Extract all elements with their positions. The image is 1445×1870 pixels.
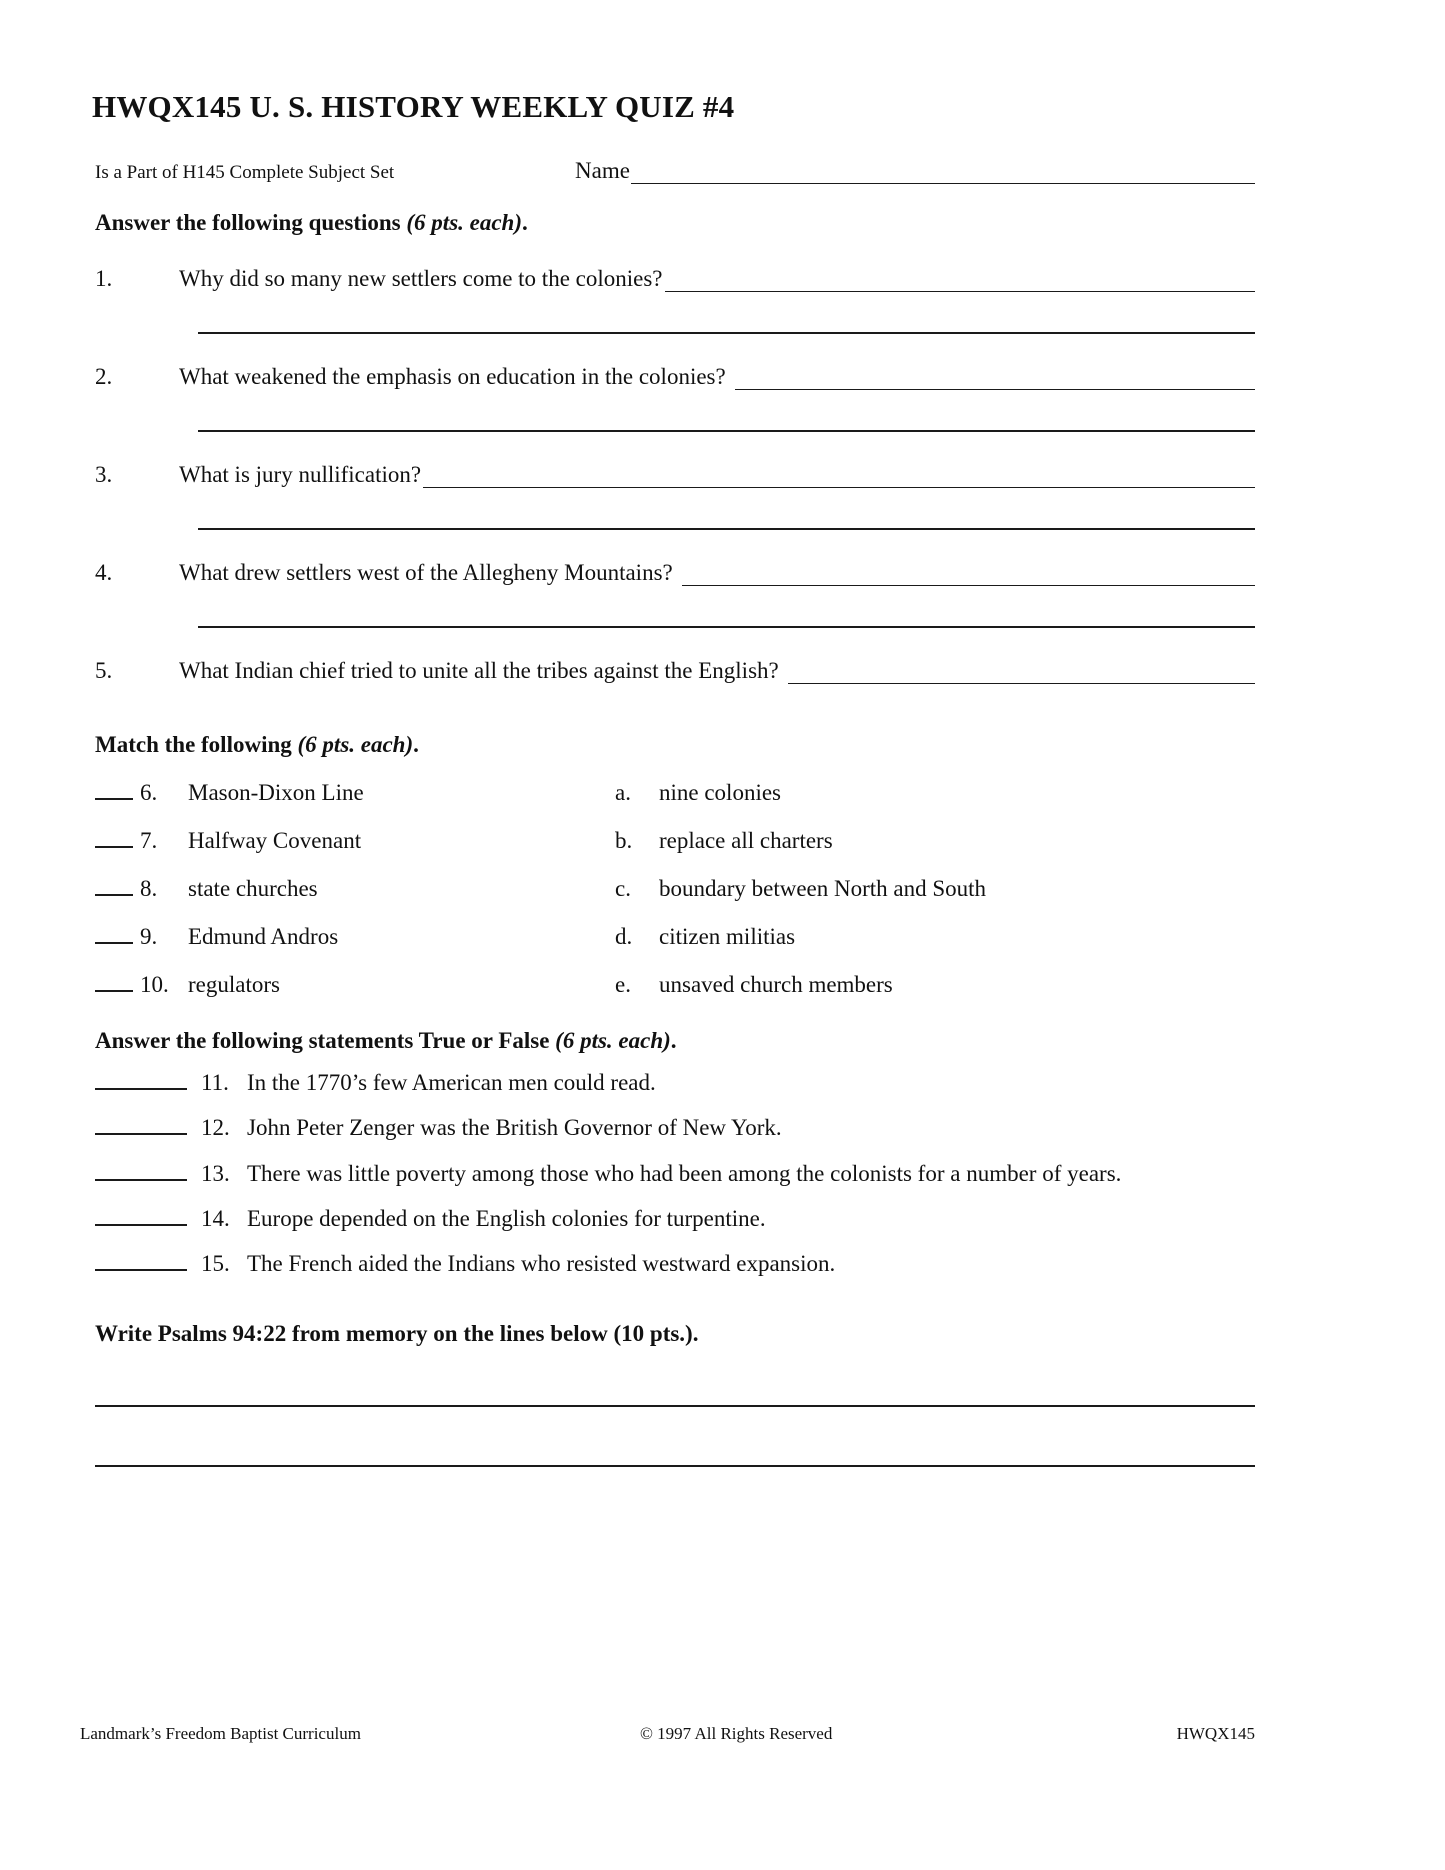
answer-line-full[interactable] <box>198 428 1255 432</box>
option-letter: a. <box>615 780 631 806</box>
statement-number: 15. <box>201 1251 230 1277</box>
match-row <box>95 780 1255 806</box>
section-heading-short-answer <box>95 210 1255 236</box>
answer-line-inline[interactable] <box>423 471 1255 488</box>
answer-line-inline[interactable] <box>665 275 1255 292</box>
true-false-answer-blank[interactable] <box>95 1073 187 1090</box>
section-heading-true-false <box>95 1028 1255 1054</box>
memory-work-line[interactable] <box>95 1463 1255 1467</box>
section-heading-matching-points: (6 pts. each) <box>297 732 414 758</box>
option-letter: d. <box>615 924 633 950</box>
question-number: 4. <box>95 560 113 586</box>
match-term: regulators <box>188 972 280 998</box>
option-letter: b. <box>615 828 633 854</box>
statement-text: Europe depended on the English colonies for turpentine. <box>247 1206 766 1232</box>
match-term: state churches <box>188 876 318 902</box>
option-text: nine colonies <box>659 780 781 806</box>
true-false-row <box>95 1157 1255 1190</box>
true-false-answer-blank[interactable] <box>95 1209 187 1226</box>
subheader-row <box>95 158 1255 184</box>
section-heading-short-answer-period: . <box>522 210 528 236</box>
match-row <box>95 828 1255 854</box>
section-heading-memory-work <box>95 1321 1255 1347</box>
section-heading-short-answer-points: (6 pts. each) <box>406 210 523 236</box>
section-heading-true-false-period: . <box>670 1028 677 1054</box>
answer-line-inline[interactable] <box>788 667 1255 684</box>
match-item <box>95 828 615 854</box>
page-footer <box>80 1724 1255 1744</box>
matching-list <box>95 780 1255 998</box>
section-heading-memory-work-period: . <box>692 1320 699 1346</box>
question-row <box>95 266 1255 292</box>
answer-line-full[interactable] <box>198 624 1255 628</box>
question-number: 5. <box>95 658 113 684</box>
subject-set-note: Is a Part of H145 Complete Subject Set <box>95 162 395 184</box>
section-heading-matching <box>95 732 1255 758</box>
true-false-answer-blank[interactable] <box>95 1164 187 1181</box>
statement-text: The French aided the Indians who resisted westward expansion. <box>247 1251 836 1277</box>
statement-number: 13. <box>201 1160 230 1186</box>
true-false-row <box>95 1066 1255 1099</box>
match-item <box>95 876 615 902</box>
match-row <box>95 924 1255 950</box>
footer-publisher: Landmark’s Freedom Baptist Curriculum <box>80 1724 361 1743</box>
true-false-row <box>95 1202 1255 1235</box>
footer-document-code: HWQX145 <box>1176 1724 1255 1743</box>
question-row <box>95 560 1255 586</box>
match-number: 6. <box>140 780 158 806</box>
statement-text: There was little poverty among those who had been among the colonists for a number of years. <box>247 1160 1122 1186</box>
match-term: Edmund Andros <box>188 924 339 950</box>
option-text: boundary between North and South <box>659 876 987 902</box>
memory-work-line[interactable] <box>95 1403 1255 1407</box>
section-heading-matching-text: Match the following <box>95 732 298 758</box>
match-answer-blank[interactable] <box>95 783 133 800</box>
match-item <box>95 780 615 806</box>
section-heading-memory-work-text: Write Psalms 94:22 from memory on the lines below <box>95 1320 614 1346</box>
option-letter: e. <box>615 972 631 998</box>
match-number: 8. <box>140 876 158 902</box>
match-term: Halfway Covenant <box>188 828 362 854</box>
answer-line-inline[interactable] <box>735 373 1255 390</box>
match-answer-blank[interactable] <box>95 879 133 896</box>
question-text: What Indian chief tried to unite all the tribes against the English? <box>179 658 779 684</box>
answer-line-inline[interactable] <box>682 569 1255 586</box>
match-answer-blank[interactable] <box>95 975 133 992</box>
match-option <box>615 828 1255 854</box>
question-row <box>95 364 1255 390</box>
statement-number: 12. <box>201 1115 230 1141</box>
question-text: What weakened the emphasis on education in the colonies? <box>179 364 726 390</box>
question-row <box>95 462 1255 488</box>
option-text: citizen militias <box>659 924 796 950</box>
option-letter: c. <box>615 876 631 902</box>
question-number: 3. <box>95 462 113 488</box>
question-text: What is jury nullification? <box>179 462 422 488</box>
question-text: What drew settlers west of the Allegheny Mountains? <box>179 560 673 586</box>
true-false-list <box>95 1066 1255 1281</box>
statement-text: John Peter Zenger was the British Governor of New York. <box>247 1115 782 1141</box>
match-option <box>615 972 1255 998</box>
answer-line-full[interactable] <box>198 526 1255 530</box>
answer-line-full[interactable] <box>198 330 1255 334</box>
true-false-row <box>95 1111 1255 1144</box>
match-option <box>615 924 1255 950</box>
match-number: 10. <box>140 972 169 998</box>
match-item <box>95 972 615 998</box>
option-text: unsaved church members <box>659 972 893 998</box>
true-false-answer-blank[interactable] <box>95 1118 187 1135</box>
question-number: 1. <box>95 266 113 292</box>
true-false-answer-blank[interactable] <box>95 1254 187 1271</box>
match-row <box>95 876 1255 902</box>
match-term: Mason-Dixon Line <box>188 780 364 806</box>
section-heading-true-false-points: (6 pts. each) <box>555 1028 671 1054</box>
name-input-line[interactable] <box>631 166 1255 184</box>
page-title: HWQX145 U. S. HISTORY WEEKLY QUIZ #4 <box>92 89 735 124</box>
question-number: 2. <box>95 364 113 390</box>
question-text: Why did so many new settlers come to the colonies? <box>179 266 663 292</box>
statement-number: 14. <box>201 1206 230 1232</box>
match-option <box>615 876 1255 902</box>
footer-copyright: © 1997 All Rights Reserved <box>640 1724 833 1743</box>
match-option <box>615 780 1255 806</box>
statement-text: In the 1770’s few American men could read. <box>247 1070 656 1096</box>
section-heading-short-answer-text: Answer the following questions <box>95 210 407 236</box>
quiz-sheet <box>92 89 1255 1467</box>
match-answer-blank[interactable] <box>95 831 133 848</box>
match-item <box>95 924 615 950</box>
option-text: replace all charters <box>659 828 833 854</box>
section-heading-true-false-text: Answer the following statements True or False <box>95 1028 556 1054</box>
match-number: 9. <box>140 924 158 950</box>
statement-number: 11. <box>201 1070 229 1096</box>
match-answer-blank[interactable] <box>95 927 133 944</box>
section-heading-matching-period: . <box>413 732 419 758</box>
match-number: 7. <box>140 828 158 854</box>
name-field-group <box>575 158 1255 184</box>
section-heading-memory-work-points: (10 pts.) <box>613 1320 693 1346</box>
true-false-row <box>95 1247 1255 1280</box>
match-row <box>95 972 1255 998</box>
question-row <box>95 658 1255 684</box>
name-label: Name <box>575 158 630 184</box>
